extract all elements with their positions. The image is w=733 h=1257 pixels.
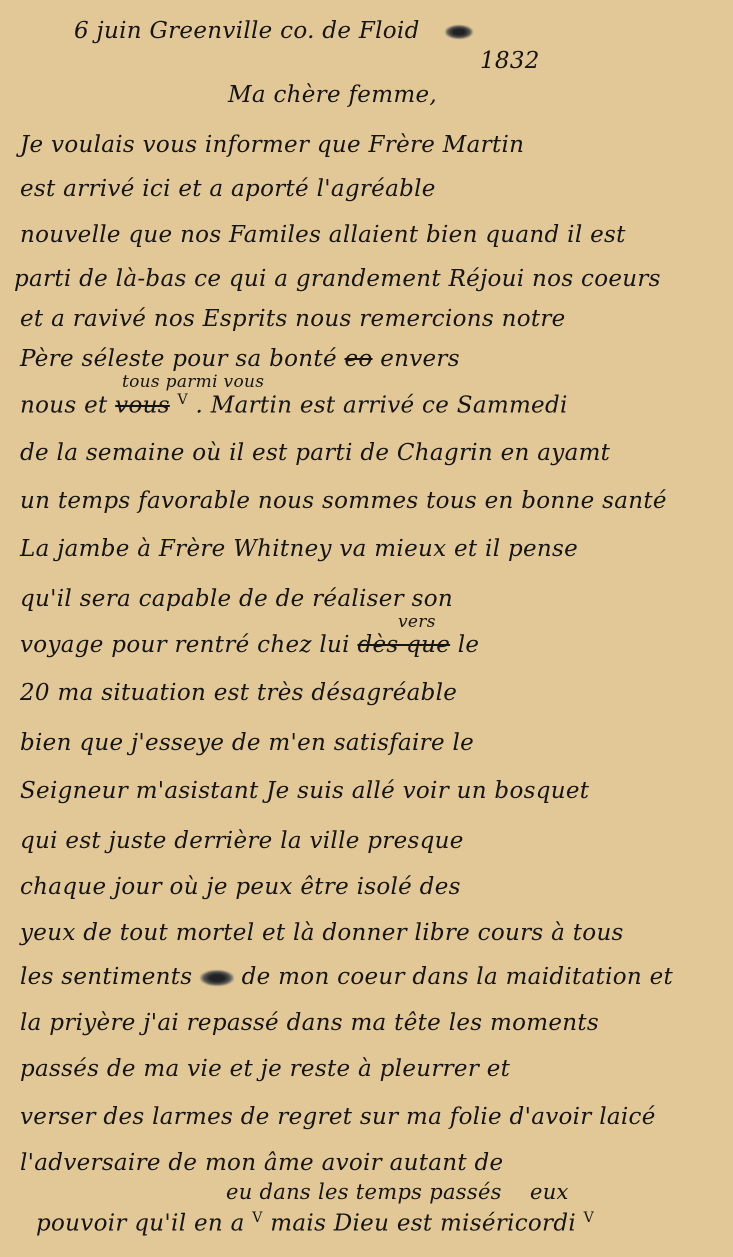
- letter-line: et a ravivé nos Esprits nous remercions notre: [20, 306, 566, 332]
- letter-line: Je voulais vous informer que Frère Martin: [20, 132, 525, 158]
- line-text: envers: [380, 346, 460, 372]
- letter-line: [20, 964, 673, 990]
- ink-blot: [445, 25, 473, 39]
- letter-line: chaque jour où je peux être isolé des: [20, 874, 461, 900]
- letter-line: de la semaine où il est parti de Chagrin en ayamt: [20, 440, 611, 466]
- letter-line: 20 ma situation est très désagréable: [20, 680, 458, 706]
- line-text: pouvoir qu'il en a: [36, 1210, 245, 1237]
- letter-line: [20, 392, 568, 419]
- line-text: . Martin est arrivé ce Sammedi: [195, 392, 568, 419]
- interlinear-insert: eux: [530, 1180, 569, 1204]
- interlinear-insert: eu dans les temps passés: [226, 1180, 502, 1204]
- letter-line: qui est juste derrière la ville presque: [20, 828, 464, 854]
- letter-line: Seigneur m'asistant Je suis allé voir un bosquet: [20, 778, 590, 804]
- letter-line: yeux de tout mortel et là donner libre cours à tous: [20, 920, 624, 946]
- letter-line: est arrivé ici et a aporté l'agréable: [20, 176, 436, 202]
- line-text: le: [457, 632, 480, 658]
- letter-line: la priyère j'ai repassé dans ma tête les moments: [20, 1010, 600, 1036]
- letter-line: nouvelle que nos Familes allaient bien quand il est: [20, 222, 626, 248]
- letter-line: [20, 632, 479, 658]
- letter-line: [20, 346, 460, 372]
- line-text: les sentiments: [20, 964, 193, 990]
- line-text: Père séleste pour sa bonté: [20, 346, 337, 372]
- insertion-caret: V: [583, 1210, 595, 1226]
- insertion-caret: V: [177, 392, 188, 408]
- line-text: de mon coeur dans la maiditation et: [241, 964, 674, 990]
- letter-line: bien que j'esseye de m'en satisfaire le: [20, 730, 475, 756]
- letter-line: l'adversaire de mon âme avoir autant de: [20, 1150, 504, 1176]
- ink-blot: [200, 970, 234, 986]
- letter-line: [36, 1210, 594, 1237]
- struck-word: eo: [344, 346, 373, 372]
- letter-line: verser des larmes de regret sur ma folie d'avoir laicé: [20, 1104, 656, 1130]
- heading-place-date: 6 juin Greenville co. de Floid: [74, 18, 420, 44]
- struck-word: dès que: [357, 632, 451, 658]
- letter-line: passés de ma vie et je reste à pleurrer et: [20, 1056, 511, 1082]
- line-text: mais Dieu est miséricordi: [270, 1210, 577, 1237]
- letter-line: un temps favorable nous sommes tous en bonne santé: [20, 488, 667, 514]
- struck-word: vous: [115, 392, 170, 419]
- insertion-caret: V: [252, 1210, 263, 1226]
- heading-year: 1832: [480, 48, 540, 74]
- letter-line: La jambe à Frère Whitney va mieux et il pense: [20, 536, 579, 562]
- interlinear-insert: vers: [398, 612, 436, 632]
- letter-line: qu'il sera capable de de réaliser son: [20, 586, 453, 612]
- salutation: Ma chère femme,: [228, 82, 437, 108]
- letter-line: parti de là-bas ce qui a grandement Réjoui nos coeurs: [14, 266, 661, 292]
- letter-heading: [74, 18, 473, 44]
- line-text: nous et: [20, 392, 108, 419]
- line-text: voyage pour rentré chez lui: [20, 632, 350, 658]
- interlinear-insert: tous parmi vous: [122, 372, 265, 392]
